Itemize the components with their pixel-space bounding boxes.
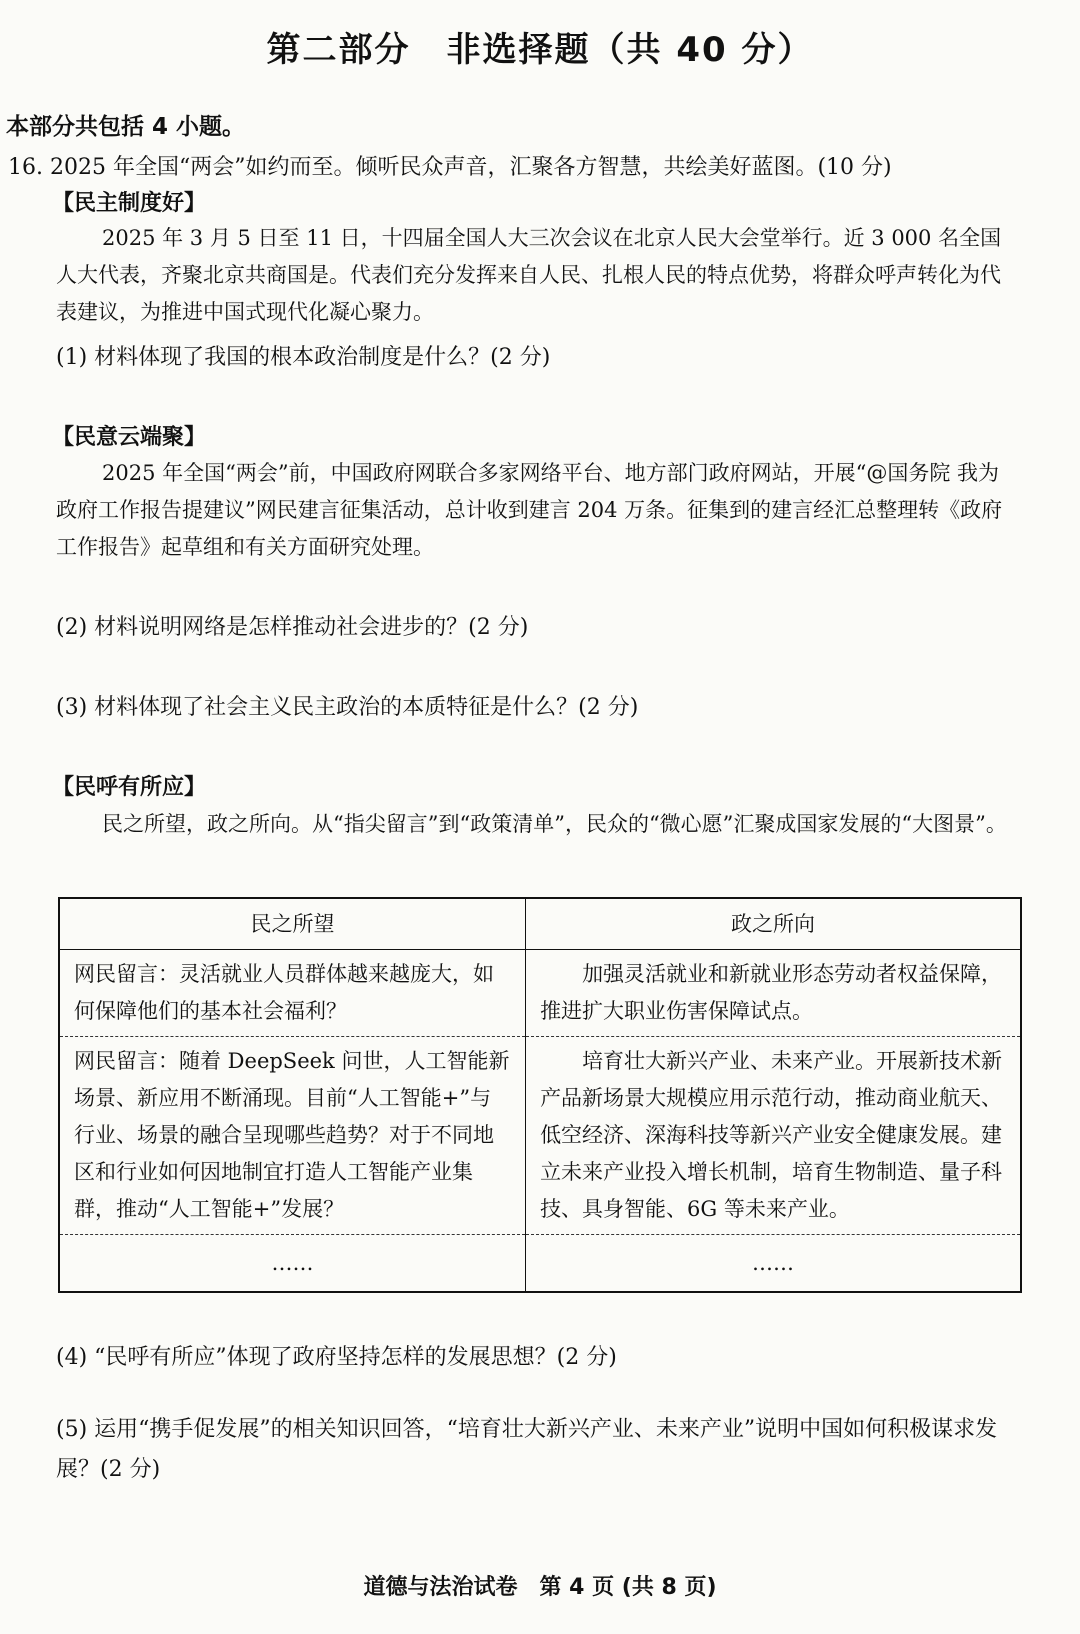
table-cell: 网民留言：灵活就业人员群体越来越庞大，如何保障他们的基本社会福利？ xyxy=(59,950,526,1037)
section-heading-response: 【民呼有所应】 xyxy=(52,775,207,800)
table-cell: 网民留言：随着 DeepSeek 问世，人工智能新场景、新应用不断涌现。目前“人工智能+”与行业、场景的融合呈现哪些趋势？对于不同地区和行业如何因地制宜打造人工智能产业集群，推动“人工智能+”发展？ xyxy=(59,1037,526,1235)
table-row xyxy=(59,950,1021,1037)
policy-table xyxy=(58,897,1022,1293)
table-header-row xyxy=(59,898,1021,950)
section-paragraph-response xyxy=(56,806,1016,843)
paragraph-text: 2025 年全国“两会”前，中国政府网联合多家网络平台、地方部门政府网站，开展“@国务院 我为政府工作报告提建议”网民建言征集活动，总计收到建言 204 万条。征集到的建言经汇总整理转《政府工作报告》起草组和有关方面研究处理。 xyxy=(56,461,1003,559)
table-cell: 培育壮大新兴产业、未来产业。开展新技术新产品新场景大规模应用示范行动，推动商业航天、低空经济、深海科技等新兴产业安全健康发展。建立未来产业投入增长机制，培育生物制造、量子科技、具身智能、6G 等未来产业。 xyxy=(526,1037,1021,1235)
paragraph-text: 民之所望，政之所向。从“指尖留言”到“政策清单”，民众的“微心愿”汇聚成国家发展的“大图景”。 xyxy=(102,812,1007,836)
table-cell: …… xyxy=(526,1235,1021,1293)
section-heading-democracy: 【民主制度好】 xyxy=(52,191,207,216)
sub-question-4: (4) “民呼有所应”体现了政府坚持怎样的发展思想？(2 分) xyxy=(56,1345,617,1370)
table-row xyxy=(59,1235,1021,1293)
table-cell: …… xyxy=(59,1235,526,1293)
part-intro: 本部分共包括 4 小题。 xyxy=(6,114,246,140)
page-title: 第二部分 非选择题（共 40 分） xyxy=(266,30,814,70)
table-header: 民之所望 xyxy=(59,898,526,950)
question-16-stem: 16. 2025 年全国“两会”如约而至。倾听民众声音，汇聚各方智慧，共绘美好蓝图。(10 分) xyxy=(8,155,892,180)
sub-question-3: (3) 材料体现了社会主义民主政治的本质特征是什么？(2 分) xyxy=(56,695,639,720)
section-paragraph-online xyxy=(56,455,1016,566)
section-paragraph-democracy xyxy=(56,220,1016,331)
section-heading-online: 【民意云端聚】 xyxy=(52,425,207,450)
page-footer: 道德与法治试卷 第 4 页 (共 8 页) xyxy=(363,1575,717,1600)
table-cell: 加强灵活就业和新就业形态劳动者权益保障，推进扩大职业伤害保障试点。 xyxy=(526,950,1021,1037)
table-row xyxy=(59,1037,1021,1235)
sub-question-1: (1) 材料体现了我国的根本政治制度是什么？(2 分) xyxy=(56,345,551,370)
table-header: 政之所向 xyxy=(526,898,1021,950)
paragraph-text: 2025 年 3 月 5 日至 11 日，十四届全国人大三次会议在北京人民大会堂举行。近 3 000 名全国人大代表，齐聚北京共商国是。代表们充分发挥来自人民、扎根人民的特点优势，将群众呼声转化为代表建议，为推进中国式现代化凝心聚力。 xyxy=(56,226,1002,324)
sub-question-5: (5) 运用“携手促发展”的相关知识回答，“培育壮大新兴产业、未来产业”说明中国如何积极谋求发展？(2 分) xyxy=(56,1417,998,1482)
sub-question-2: (2) 材料说明网络是怎样推动社会进步的？(2 分) xyxy=(56,615,529,640)
